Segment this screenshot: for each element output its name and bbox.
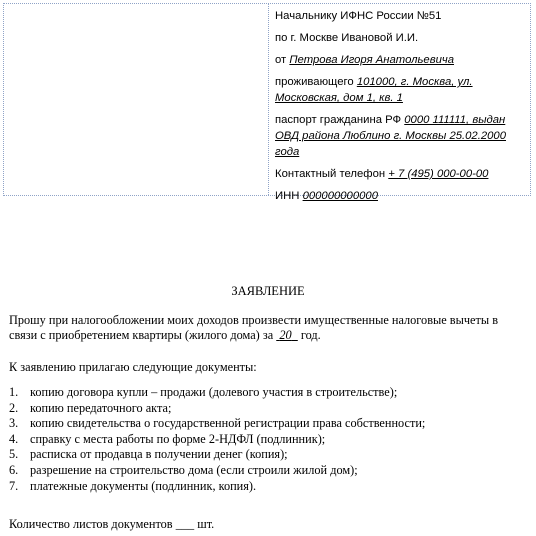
from-row: [275, 52, 530, 68]
year-prefix: 20: [279, 328, 292, 342]
header-table: [3, 3, 531, 202]
phone-label: Контактный телефон: [275, 168, 386, 180]
document-number: 1.: [9, 385, 19, 399]
request-text-end: год.: [300, 328, 321, 342]
document-item: [9, 401, 529, 417]
document-text: копию договора купли – продажи (долевого участия в строительстве);: [30, 385, 398, 399]
addressee-line-2: по г. Москве Ивановой И.И.: [275, 32, 419, 44]
header-left-cell: [4, 4, 269, 195]
document-item: [9, 479, 529, 495]
inn-value: 000000000000: [302, 190, 378, 202]
sheets-unit: шт.: [197, 517, 215, 531]
request-paragraph: [9, 313, 529, 343]
document-text: платежные документы (подлинник, копия).: [30, 478, 257, 493]
document-title: ЗАЯВЛЕНИЕ: [231, 284, 305, 298]
document-text: копию передаточного акта;: [30, 400, 172, 415]
document-number: 7.: [9, 478, 19, 493]
addressee-line-1: Начальнику ИФНС России №51: [275, 10, 442, 22]
document-number: 3.: [9, 416, 19, 431]
document-number: 4.: [9, 431, 19, 446]
document-number: 2.: [9, 400, 19, 415]
attach-intro: К заявлению прилагаю следующие документы:: [9, 360, 257, 374]
document-item: [9, 385, 529, 401]
document-number: 5.: [9, 447, 19, 462]
document-number: 6.: [9, 462, 19, 477]
inn-row: [275, 188, 530, 204]
document-item: [9, 463, 529, 479]
from-label: от: [275, 54, 287, 66]
inn-label: ИНН: [275, 190, 300, 202]
phone-row: [275, 166, 530, 182]
sheets-blank: ___: [175, 517, 195, 531]
document-item: [9, 416, 529, 432]
request-text: Прошу при налогообложении моих доходов произвести имущественные налоговые вычеты в связи с приобретением квартиры (жилого дома) за: [9, 313, 499, 342]
from-value: Петрова Игоря Анатольевича: [289, 54, 455, 66]
document-item: [9, 432, 529, 448]
address-value: 101000, г. Москва, ул. Московская, дом 1, кв. 1: [275, 76, 473, 104]
document-item: [9, 447, 529, 463]
document-text: справку с места работы по форме 2-НДФЛ (подлинник);: [30, 431, 326, 446]
sheets-count-row: [9, 517, 529, 532]
document-text: копию свидетельства о государственной регистрации права собственности;: [30, 416, 426, 431]
year-field: [276, 328, 298, 342]
passport-row: [275, 112, 530, 160]
sheets-label: Количество листов документов: [9, 517, 173, 531]
addressee-block: [275, 8, 530, 210]
passport-label: паспорт гражданина РФ: [275, 114, 402, 126]
address-row: [275, 74, 530, 106]
document-text: разрешение на строительство дома (если строили жилой дом);: [30, 462, 358, 477]
documents-list: [9, 385, 529, 494]
passport-value: 0000 111111, выдан ОВД района Люблино г. Москвы 25.02.2000 года: [275, 114, 506, 158]
document-text: расписка от продавца в получении денег (копия);: [30, 447, 288, 462]
address-label: проживающего: [275, 76, 354, 88]
phone-value: + 7 (495) 000-00-00: [388, 168, 489, 180]
